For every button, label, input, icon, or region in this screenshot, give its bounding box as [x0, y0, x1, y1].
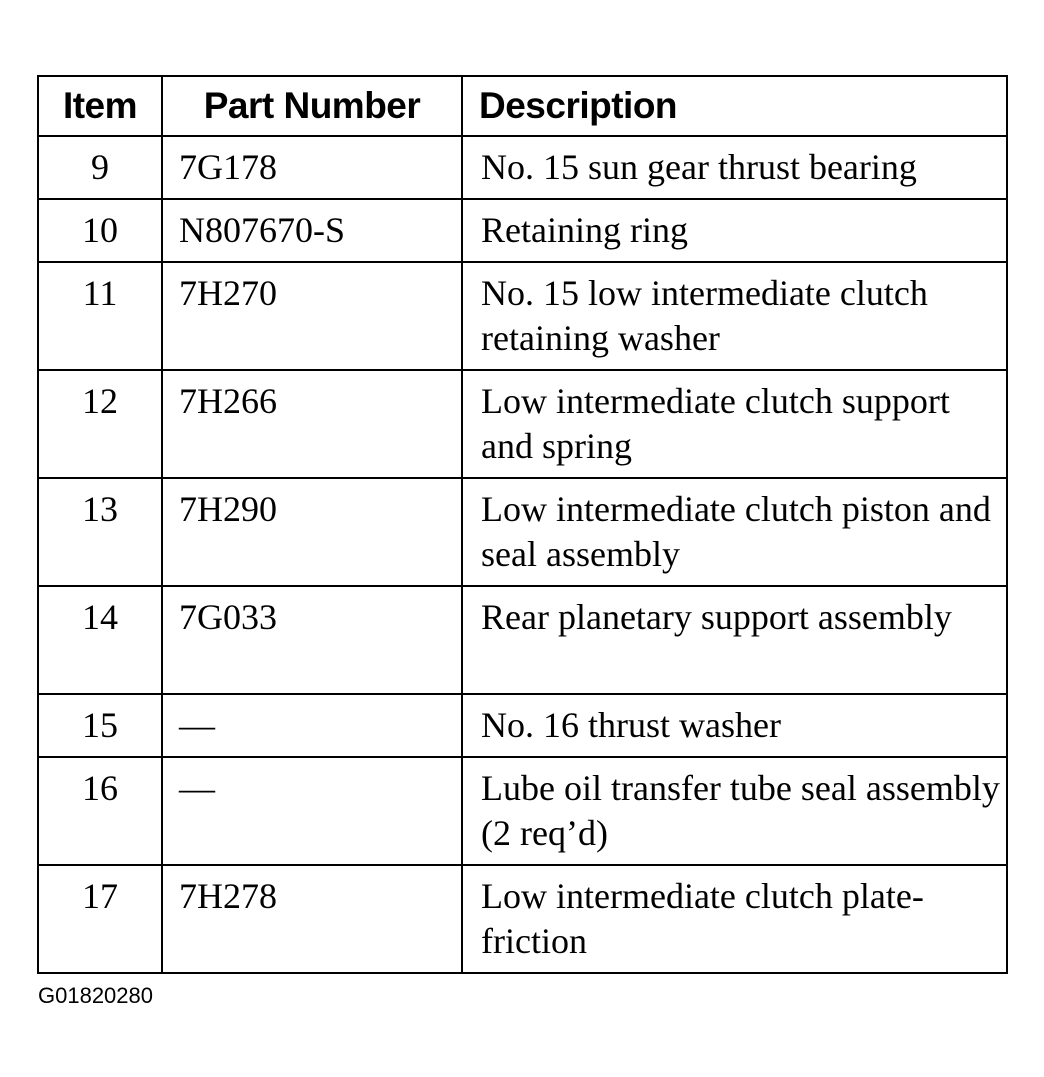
item-number: 9	[38, 136, 162, 199]
table-row	[38, 586, 1007, 694]
parts-table	[37, 75, 1008, 974]
item-number: 14	[38, 586, 162, 694]
part-description: Low intermediate clutch plate-friction	[462, 865, 1007, 973]
part-number: —	[162, 757, 462, 865]
item-number: 10	[38, 199, 162, 262]
item-number: 12	[38, 370, 162, 478]
item-number: 13	[38, 478, 162, 586]
table-row	[38, 865, 1007, 973]
part-number: N807670-S	[162, 199, 462, 262]
part-number: 7H270	[162, 262, 462, 370]
table-row	[38, 478, 1007, 586]
part-number: —	[162, 694, 462, 757]
part-description: Low intermediate clutch piston and seal assembly	[462, 478, 1007, 586]
part-description: No. 15 sun gear thrust bearing	[462, 136, 1007, 199]
header-description: Description	[462, 76, 1007, 136]
table-row	[38, 136, 1007, 199]
table-row	[38, 757, 1007, 865]
header-part-number: Part Number	[162, 76, 462, 136]
item-number: 15	[38, 694, 162, 757]
table-row	[38, 694, 1007, 757]
header-item: Item	[38, 76, 162, 136]
part-number: 7H278	[162, 865, 462, 973]
header-row	[38, 76, 1007, 136]
part-description: No. 15 low intermediate clutch retaining washer	[462, 262, 1007, 370]
part-description: Lube oil transfer tube seal assembly (2 req’d)	[462, 757, 1007, 865]
part-description: Rear planetary support assembly	[462, 586, 1007, 694]
item-number: 16	[38, 757, 162, 865]
table-row	[38, 370, 1007, 478]
figure-code: G01820280	[38, 983, 153, 1008]
table-row	[38, 199, 1007, 262]
table-row	[38, 262, 1007, 370]
part-description: Low intermediate clutch support and spring	[462, 370, 1007, 478]
part-number: 7G033	[162, 586, 462, 694]
part-number: 7G178	[162, 136, 462, 199]
part-number: 7H290	[162, 478, 462, 586]
item-number: 17	[38, 865, 162, 973]
part-number: 7H266	[162, 370, 462, 478]
part-description: Retaining ring	[462, 199, 1007, 262]
item-number: 11	[38, 262, 162, 370]
part-description: No. 16 thrust washer	[462, 694, 1007, 757]
